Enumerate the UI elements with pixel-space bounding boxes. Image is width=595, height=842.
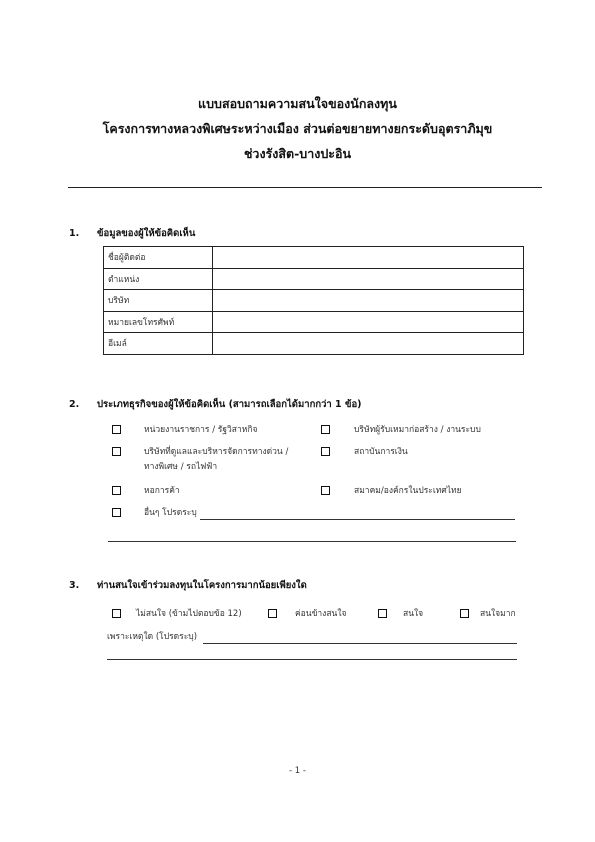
expressway-operator-label-line2: ทางพิเศษ / รถไฟฟ้า	[144, 462, 218, 472]
not-interested-checkbox[interactable]	[112, 609, 121, 618]
other-business-checkbox[interactable]	[112, 508, 121, 517]
contact-name-field[interactable]	[213, 247, 524, 269]
section3-title: ท่านสนใจเข้าร่วมลงทุนในโครงการมากน้อยเพียงใด	[97, 580, 307, 591]
reason-input[interactable]	[203, 643, 517, 644]
somewhat-interested-label: ค่อนข้างสนใจ	[295, 609, 347, 619]
other-business-extra-line[interactable]	[108, 541, 516, 542]
table-row	[104, 268, 524, 290]
reason-extra-line[interactable]	[107, 659, 517, 660]
contractor-checkbox[interactable]	[321, 425, 330, 434]
contact-name-label: ชื่อผู้ติดต่อ	[104, 247, 213, 269]
position-label: ตำแหน่ง	[104, 268, 213, 290]
reason-label: เพราะเหตุใด (โปรดระบุ)	[107, 632, 198, 642]
somewhat-interested-checkbox[interactable]	[268, 609, 277, 618]
company-field[interactable]	[213, 290, 524, 312]
very-interested-checkbox[interactable]	[460, 609, 469, 618]
section2-title: ประเภทธุรกิจของผู้ให้ข้อคิดเห็น (สามารถเลือกได้มากกว่า 1 ข้อ)	[97, 399, 362, 410]
contractor-label: บริษัทผู้รับเหมาก่อสร้าง / งานระบบ	[354, 425, 481, 435]
financial-institution-checkbox[interactable]	[321, 447, 330, 456]
project-segment-title: ช่วงรังสิต-บางปะอิน	[243, 146, 352, 161]
thai-association-label: สมาคม/องค์กรในประเทศไทย	[354, 486, 462, 496]
government-agency-checkbox[interactable]	[112, 425, 121, 434]
other-business-input[interactable]	[200, 519, 515, 520]
table-row	[104, 290, 524, 312]
expressway-operator-label-line1: บริษัทที่ดูแลและบริหารจัดการทางด่วน /	[144, 447, 289, 457]
very-interested-label: สนใจมาก	[480, 609, 516, 619]
thai-association-checkbox[interactable]	[321, 486, 330, 495]
table-row	[104, 311, 524, 333]
section2-number: 2.	[69, 399, 80, 410]
phone-field[interactable]	[213, 311, 524, 333]
email-field[interactable]	[213, 333, 524, 355]
header-divider	[68, 187, 542, 188]
company-label: บริษัท	[104, 290, 213, 312]
phone-label: หมายเลขโทรศัพท์	[104, 311, 213, 333]
chamber-of-commerce-checkbox[interactable]	[112, 486, 121, 495]
section1-title: ข้อมูลของผู้ให้ข้อคิดเห็น	[97, 228, 196, 239]
government-agency-label: หน่วยงานราชการ / รัฐวิสาหกิจ	[144, 425, 258, 435]
page-title: แบบสอบถามความสนใจของนักลงทุน	[198, 96, 397, 111]
interested-label: สนใจ	[403, 609, 424, 619]
financial-institution-label: สถาบันการเงิน	[354, 447, 408, 457]
interested-checkbox[interactable]	[378, 609, 387, 618]
page-number: - 1 -	[289, 766, 306, 776]
other-business-label: อื่นๆ โปรดระบุ	[144, 508, 197, 518]
project-title: โครงการทางหลวงพิเศษระหว่างเมือง ส่วนต่อขยายทางยกระดับอุตราภิมุข	[102, 121, 493, 136]
table-row	[104, 333, 524, 355]
table-row	[104, 247, 524, 269]
email-label: อีเมล์	[104, 333, 213, 355]
chamber-of-commerce-label: หอการค้า	[144, 486, 180, 496]
respondent-info-table	[103, 246, 524, 355]
not-interested-label: ไม่สนใจ (ข้ามไปตอบข้อ 12)	[136, 609, 242, 619]
section3-number: 3.	[69, 580, 80, 591]
expressway-operator-checkbox[interactable]	[112, 447, 121, 456]
section1-number: 1.	[69, 228, 80, 239]
position-field[interactable]	[213, 268, 524, 290]
